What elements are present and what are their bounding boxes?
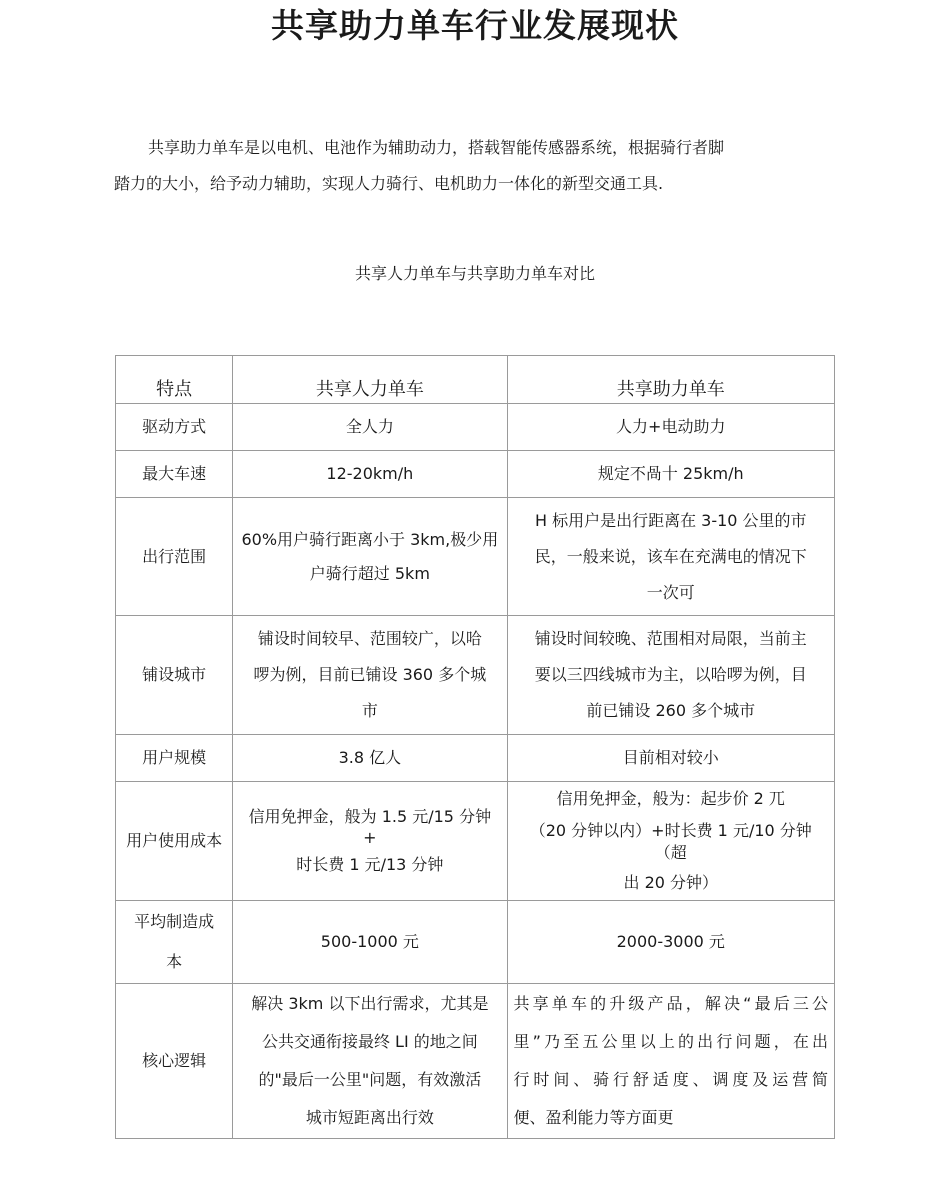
cell-line: 市 — [361, 701, 378, 720]
row-feature: 铺设城市 — [116, 616, 233, 735]
header-feature: 特点 — [116, 356, 233, 404]
cell-line: 解决 3km 以下出行需求，尤其是 — [251, 994, 489, 1013]
row-manual-value: 12-20km/h — [233, 451, 507, 498]
header-manual-bike: 共享人力单车 — [233, 356, 507, 404]
row-assisted-value: 目前相对较小 — [507, 735, 834, 782]
cell-line: 前已铺设 260 多个城市 — [586, 701, 756, 720]
cell-line: 城市短距离出行效 — [305, 1108, 434, 1127]
row-feature: 核心逻辑 — [116, 984, 233, 1139]
row-assisted-value: 人力+电动助力 — [507, 404, 834, 451]
row-feature — [116, 901, 233, 984]
cell-line: 信用免押金，般为 1.5 元/15 分钟 — [248, 807, 492, 826]
row-assisted-value — [507, 984, 834, 1139]
row-assisted-value: 规定不咼十 25km/h — [507, 451, 834, 498]
row-feature: 驱动方式 — [116, 404, 233, 451]
cell-line: 平均制造成 — [134, 912, 215, 931]
cell-line: 本 — [166, 952, 183, 971]
row-manual-value — [233, 616, 507, 735]
row-feature: 最大车速 — [116, 451, 233, 498]
row-feature: 用户规模 — [116, 735, 233, 782]
cell-line: 民，一般来说，该车在充满电的情况下 — [534, 546, 807, 566]
cell-line: 里”乃至五公里以上的出行问题，在出 — [513, 1032, 828, 1051]
row-feature: 出行范围 — [116, 498, 233, 616]
cell-line: 的"最后一公里"问题，有效激活 — [258, 1070, 482, 1089]
header-assisted-bike: 共享助力单车 — [507, 356, 834, 404]
row-assisted-value — [507, 498, 834, 616]
table-row — [116, 498, 835, 616]
cell-line: 一次可 — [646, 582, 695, 602]
cell-line: 行时间、骑行舒适度、调度及运营简 — [513, 1070, 828, 1089]
cell-line: 便、盈利能力等方面更 — [513, 1108, 674, 1127]
cell-line: 铺设时间较晚、范围相对局限，当前主 — [534, 629, 807, 648]
table-row — [116, 984, 835, 1139]
row-manual-value — [233, 782, 507, 901]
comparison-table — [115, 355, 835, 1139]
row-assisted-value: 2000-3000 元 — [507, 901, 834, 984]
cell-line: + — [363, 828, 377, 847]
table-header-row — [116, 356, 835, 404]
cell-line: 时长费 1 元/13 分钟 — [296, 855, 444, 874]
cell-line: 公共交通衔接最终 LI 的地之间 — [261, 1032, 478, 1051]
cell-line: H 标用户是出行距离在 3-10 公里的市 — [534, 510, 807, 530]
table-row — [116, 782, 835, 901]
intro-line-2: 踏力的大小，给予动力辅助，实现人力骑行、电机助力一体化的新型交通工具. — [114, 174, 664, 193]
cell-line: 啰为例，目前已铺设 360 多个城 — [253, 665, 487, 684]
row-manual-value: 500-1000 元 — [233, 901, 507, 984]
cell-line: 要以三四线城市为主，以哈啰为例，目 — [534, 665, 807, 684]
table-row — [116, 735, 835, 782]
table-caption: 共享人力单车与共享助力单车对比 — [354, 264, 595, 283]
row-manual-value — [233, 498, 507, 616]
cell-line: 出 20 分钟） — [623, 873, 719, 892]
row-assisted-value — [507, 616, 834, 735]
cell-line: 户骑行超过 5km — [309, 563, 430, 583]
cell-line: 铺设时间较早、范围较广，以哈 — [257, 629, 482, 648]
row-feature: 用户使用成本 — [116, 782, 233, 901]
cell-line: 信用免押金，般为：起步价 2 兀 — [556, 789, 785, 808]
cell-line: （20 分钟以内）+时长费 1 元/10 分钟 — [529, 821, 812, 840]
intro-paragraph — [114, 130, 834, 202]
table-row — [116, 616, 835, 735]
row-manual-value: 全人力 — [233, 404, 507, 451]
row-manual-value — [233, 984, 507, 1139]
intro-line-1: 共享助力单车是以电机、电池作为辅助动力，搭载智能传感器系统，根据骑行者脚 — [148, 138, 725, 157]
table-row — [116, 404, 835, 451]
table-row — [116, 451, 835, 498]
row-assisted-value — [507, 782, 834, 901]
page-title: 共享助力单车行业发展现状 — [271, 6, 679, 45]
table-row — [116, 901, 835, 984]
row-manual-value: 3.8 亿人 — [233, 735, 507, 782]
cell-line: 共享单车的升级产品，解决“最后三公 — [513, 994, 828, 1013]
cell-line: 60%用户骑行距离小于 3km,极少用 — [241, 529, 499, 549]
cell-line: （超 — [654, 843, 687, 862]
